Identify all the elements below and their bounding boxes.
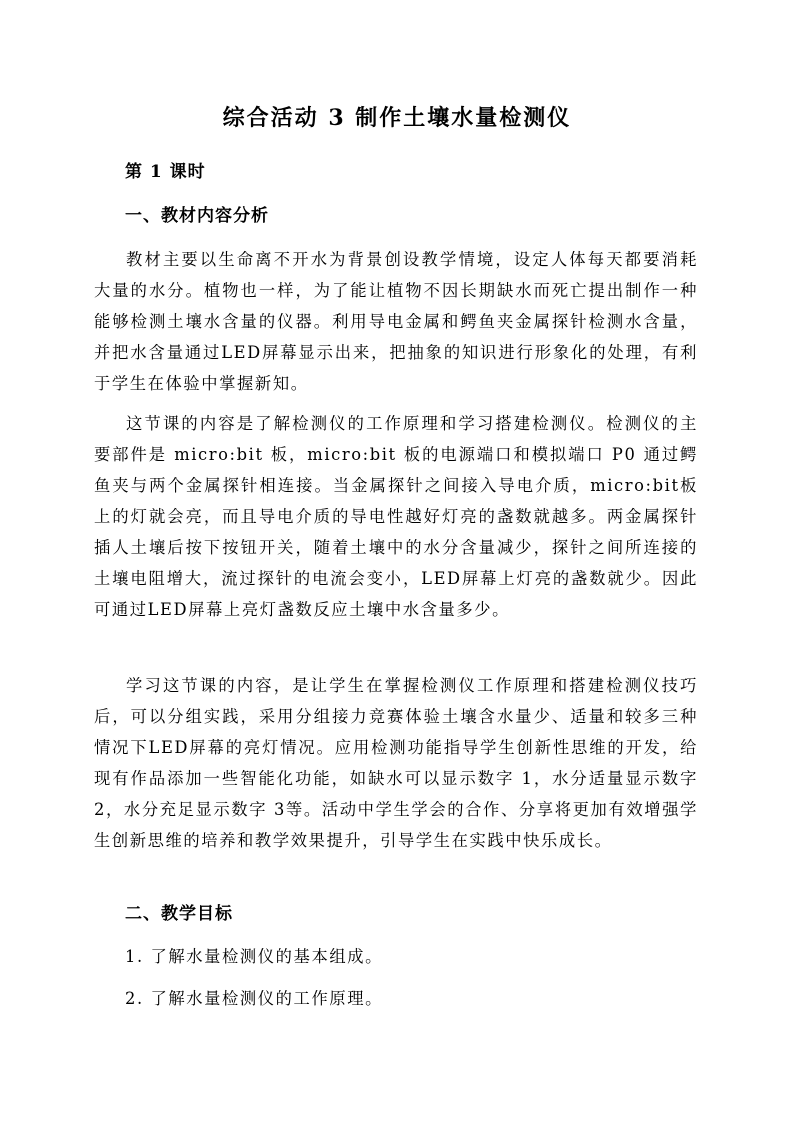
paragraph-1: 教材主要以生命离不开水为背景创设教学情境，设定人体每天都要消耗大量的水分。植物也一样，为了能让植物不因长期缺水而死亡提出制作一种能够检测土壤水含量的仪器。利用导电金属和鳄鱼夹金属探针检测水含量，并把水含量通过LED屏幕显示出来，把抽象的知识进行形象化的处理，有利于学生在体验中掌握新知。 (94, 250, 698, 393)
paragraph-2: 这节课的内容是了解检测仪的工作原理和学习搭建检测仪。检测仪的主要部件是 micro:bit 板，micro:bit 板的电源端口和模拟端口 P0 通过鳄鱼夹与两个金属探针相连接。当金属探针之间接入导电介质，micro:bit板上的灯就会亮，而且导电介质的导电性越好灯亮的盏数就越多。两金属探针插人土壤后按下按钮开关，随着土壤中的水分含量减少，探针之间所连接的土壤电阻增大，流过探针的电流会变小，LED屏幕上灯亮的盏数就少。因此可通过LED屏幕上亮灯盏数反应土壤中水含量多少。 (94, 414, 698, 619)
objective-item-1: 1. 了解水量检测仪的基本组成。 (125, 947, 383, 966)
section-heading-analysis: 一、教材内容分析 (125, 206, 269, 226)
section-heading-objectives: 二、教学目标 (125, 904, 233, 924)
document-title: 综合活动 3 制作土壤水量检测仪 (222, 105, 572, 131)
lesson-heading: 第 1 课时 (125, 162, 206, 182)
objective-item-2: 2. 了解水量检测仪的工作原理。 (125, 989, 383, 1008)
paragraph-3: 学习这节课的内容，是让学生在掌握检测仪工作原理和搭建检测仪技巧后，可以分组实践，采用分组接力竞赛体验土壤含水量少、适量和较多三种情况下LED屏幕的亮灯情况。应用检测功能指导学生创新性思维的开发，给现有作品添加一些智能化功能，如缺水可以显示数字 1，水分适量显示数字 2，水分充足显示数字 3等。活动中学生学会的合作、分享将更加有效增强学生创新思维的培养和教学效果提升，引导学生在实践中快乐成长。 (94, 676, 698, 850)
